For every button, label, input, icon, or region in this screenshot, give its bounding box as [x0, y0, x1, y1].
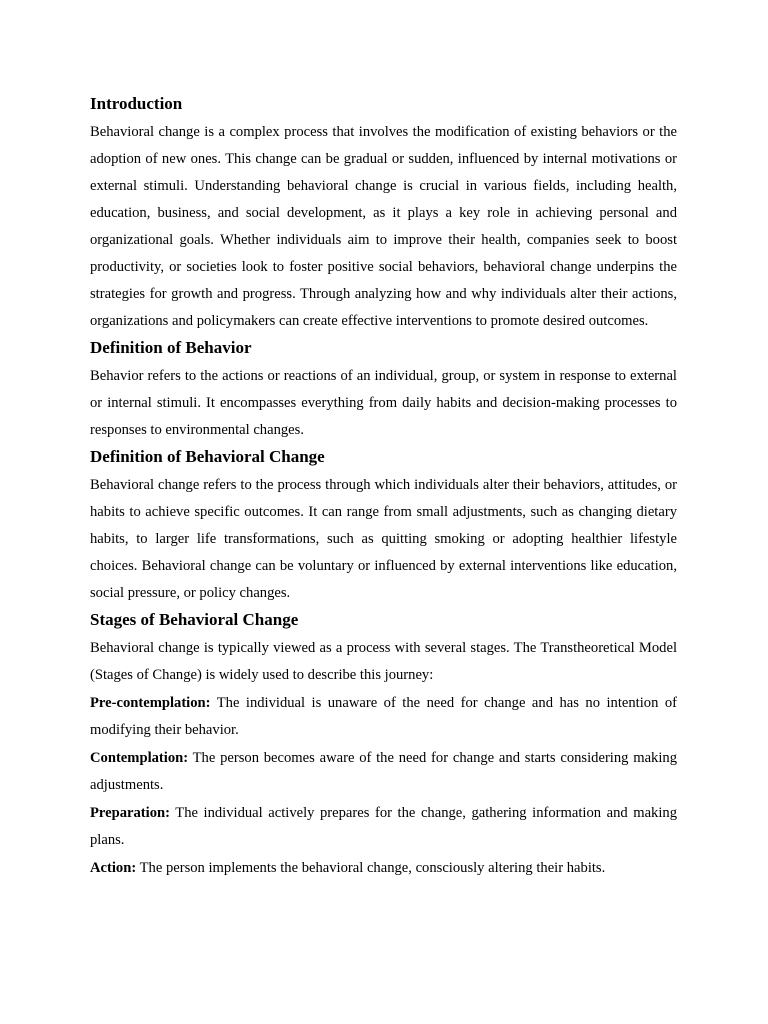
section-heading: Stages of Behavioral Change — [90, 610, 299, 629]
document-page — [90, 92, 677, 883]
stage-item-action — [90, 855, 677, 882]
stage-term: Contemplation: — [90, 750, 189, 766]
stage-item-pre-contemplation — [90, 690, 677, 744]
stage-term: Pre-contemplation: — [90, 695, 211, 711]
stage-term: Preparation: — [90, 805, 170, 821]
stage-item-preparation — [90, 800, 677, 854]
paragraph: Behavioral change is a complex process that involves the modification of existing behaviors or the adoption of new ones. This change can be gradual or sudden, influenced by internal motivations or external stimuli. Understanding behavioral change is crucial in various fields, including health, education, business, and social development, as it plays a key role in achieving personal and organizational goals. Whether individuals aim to improve their health, companies seek to boost productivity, or societies look to foster positive social behaviors, behavioral change underpins the strategies for growth and progress. Through analyzing how and why individuals alter their actions, organizations and policymakers can create effective interventions to promote desired outcomes. — [90, 124, 677, 329]
section-introduction — [90, 92, 677, 335]
section-definition-of-behavior — [90, 336, 677, 444]
section-definition-of-behavioral-change — [90, 445, 677, 607]
section-heading: Introduction — [90, 94, 183, 113]
section-stages-of-behavioral-change — [90, 608, 677, 882]
section-heading: Definition of Behavior — [90, 338, 252, 357]
paragraph: Behavioral change is typically viewed as a process with several stages. The Transtheoretical Model (Stages of Change) is widely used to describe this journey: — [90, 640, 677, 683]
stage-description: The person becomes aware of the need for change and starts considering making adjustments. — [90, 750, 677, 793]
paragraph: Behavioral change refers to the process through which individuals alter their behaviors, attitudes, or habits to achieve specific outcomes. It can range from small adjustments, such as changing dietary habits, to larger life transformations, such as quitting smoking or adopting healthier lifestyle choices. Behavioral change can be voluntary or influenced by external interventions like education, social pressure, or policy changes. — [90, 477, 677, 601]
stage-description: The individual actively prepares for the change, gathering information and making plans. — [90, 805, 677, 848]
stage-term: Action: — [90, 860, 137, 876]
stage-item-contemplation — [90, 745, 677, 799]
stage-description: The individual is unaware of the need for change and has no intention of modifying their behavior. — [90, 695, 677, 738]
stage-description: The person implements the behavioral change, consciously altering their habits. — [136, 860, 606, 876]
section-heading: Definition of Behavioral Change — [90, 447, 325, 466]
paragraph: Behavior refers to the actions or reactions of an individual, group, or system in response to external or internal stimuli. It encompasses everything from daily habits and decision-making processes to responses to environmental changes. — [90, 368, 677, 438]
